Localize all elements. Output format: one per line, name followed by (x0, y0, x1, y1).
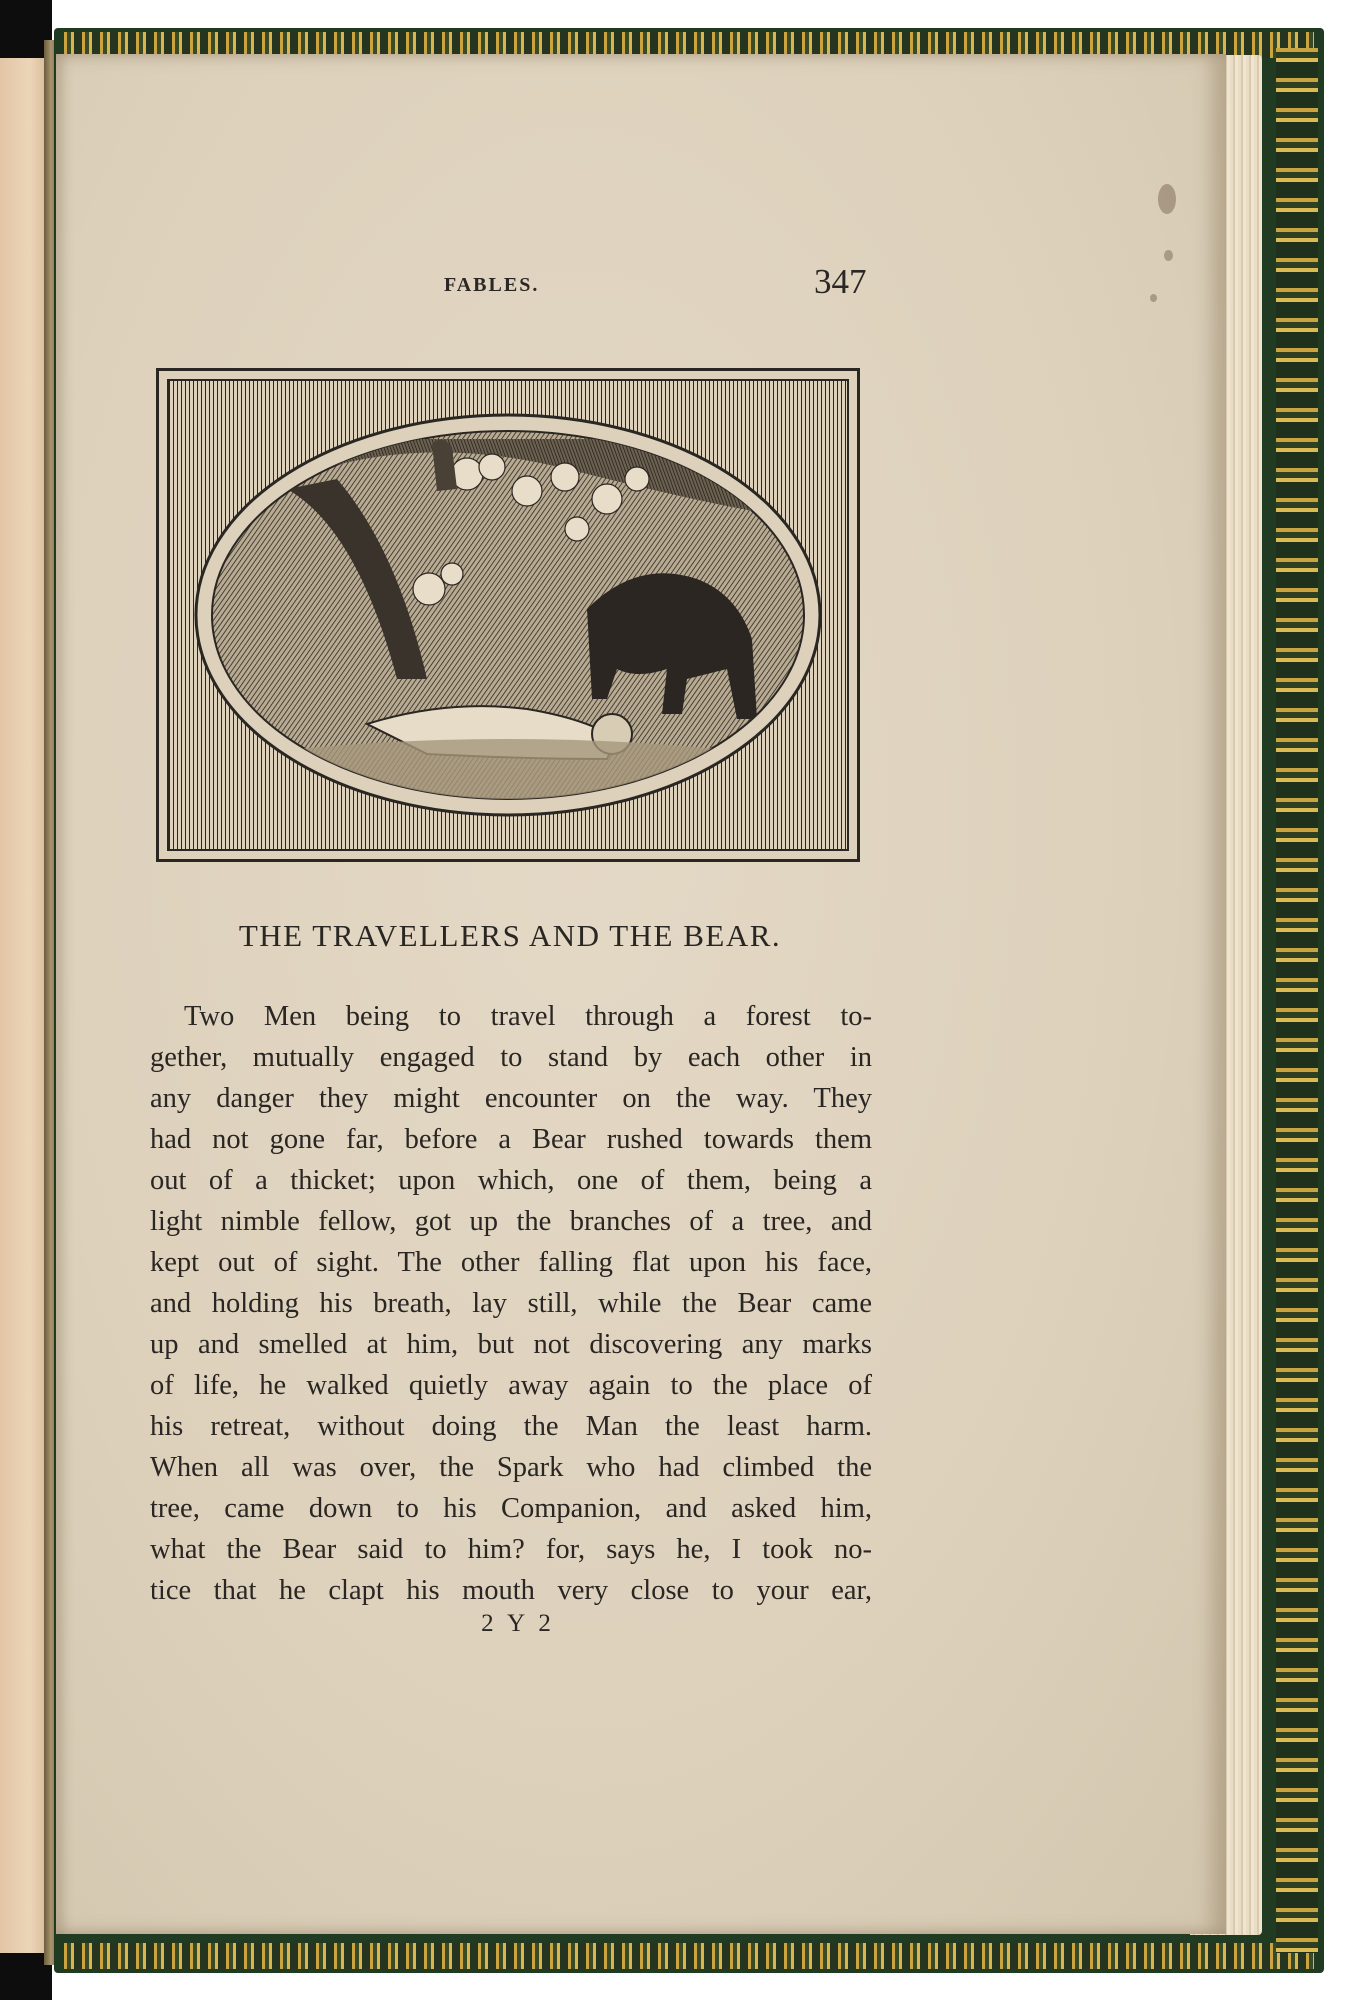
fable-title: THE TRAVELLERS AND THE BEAR. (238, 918, 782, 953)
foxing-stain (1150, 294, 1157, 302)
page-number: 347 (814, 262, 867, 301)
gilt-border-right (1276, 48, 1318, 1953)
text-line: what the Bear said to him? for, says he, I took no- (150, 1534, 872, 1565)
foxing-stain (1158, 184, 1176, 214)
running-head (440, 262, 880, 302)
text-line: had not gone far, before a Bear rushed towards them (150, 1124, 872, 1155)
woodcut-illustration (156, 368, 860, 862)
text-line: tice that he clapt his mouth very close to your ear, (150, 1575, 872, 1606)
foxing-stain (1164, 250, 1173, 261)
text-line: light nimble fellow, got up the branches of a tree, and (150, 1206, 872, 1237)
text-line: out of a thicket; upon which, one of them, being a (150, 1165, 872, 1196)
text-line: tree, came down to his Companion, and asked him, (150, 1493, 872, 1524)
book-page (56, 54, 1226, 1934)
text-line: kept out of sight. The other falling flat upon his face, (150, 1247, 872, 1278)
engraving-icon (167, 379, 849, 851)
text-line: of life, he walked quietly away again to the place of (150, 1370, 872, 1401)
printer-signature: 2 Y 2 (481, 1610, 555, 1637)
fable-text (150, 996, 872, 1611)
facing-page-edge (0, 58, 50, 1953)
text-line: and holding his breath, lay still, while the Bear came (150, 1288, 872, 1319)
text-line: When all was over, the Spark who had climbed the (150, 1452, 872, 1483)
running-title: FABLES. (444, 274, 540, 296)
text-line: up and smelled at him, but not discovering any marks (150, 1329, 872, 1360)
text-line: gether, mutually engaged to stand by each other in (150, 1042, 872, 1073)
gilt-border-bottom (64, 1943, 1314, 1969)
text-line: his retreat, without doing the Man the least harm. (150, 1411, 872, 1442)
text-line: any danger they might encounter on the way. They (150, 1083, 872, 1114)
text-line: Two Men being to travel through a forest to- (184, 1001, 872, 1032)
